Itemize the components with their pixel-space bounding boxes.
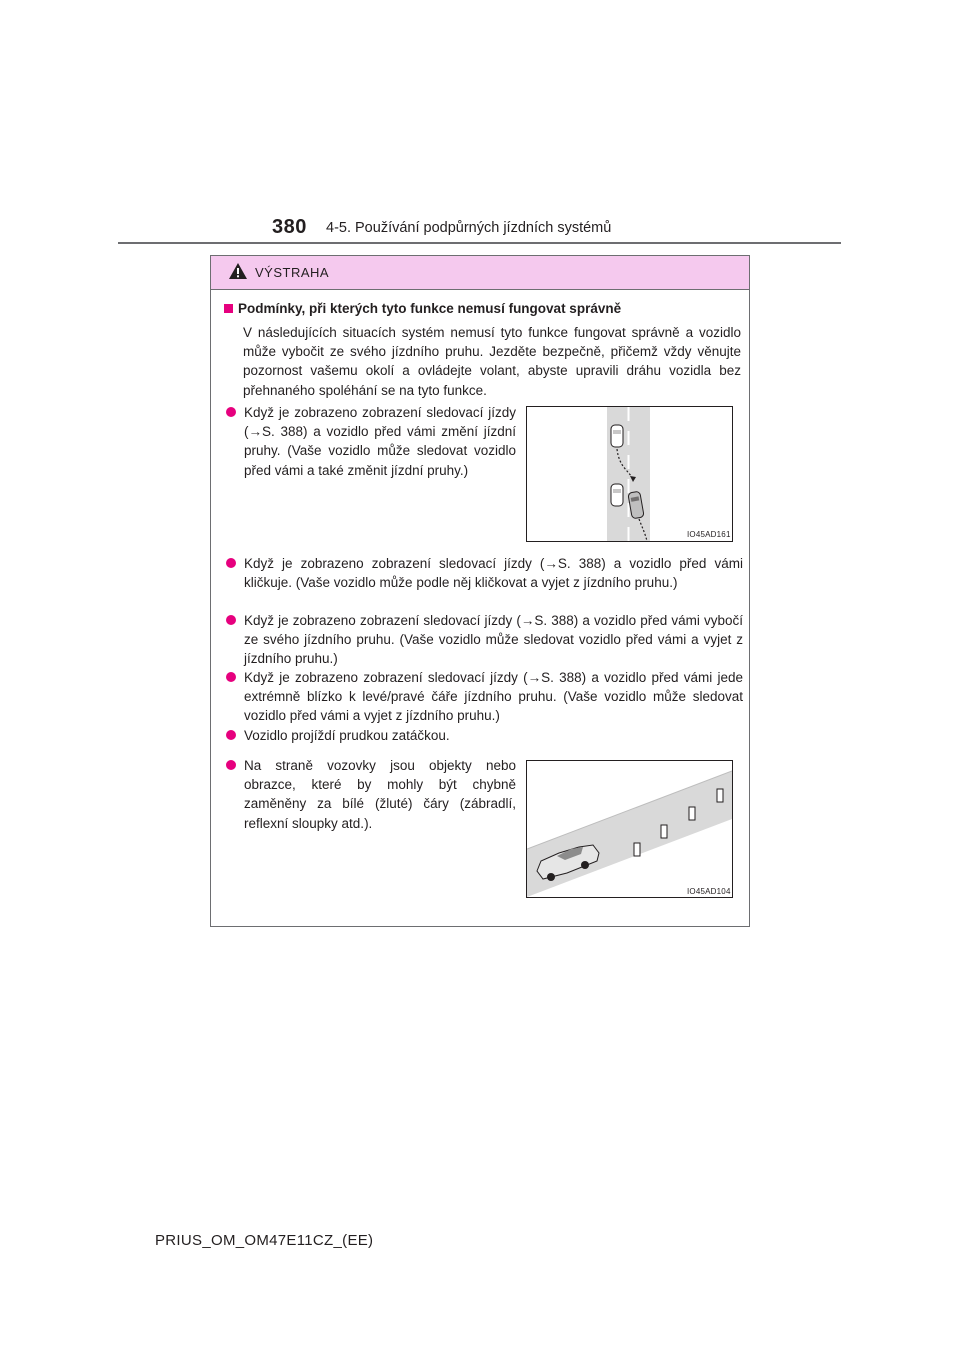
round-bullet-icon <box>226 558 236 568</box>
round-bullet-icon <box>226 615 236 625</box>
list-item <box>226 611 743 669</box>
section-title: 4-5. Používání podpůrných jízdních systémů <box>326 220 612 236</box>
list-item-text: Když je zobrazeno zobrazení sledovací jízdy (→S. 388) a vozidlo před vámi vybočí ze svého jízdního pruhu. (Vaše vozidlo může sledovat vozidlo před vámi a vyjet z jízdního pruhu.) <box>244 613 743 667</box>
list-item-text: Vozidlo projíždí prudkou zatáčkou. <box>244 728 450 743</box>
list-item-text: Když je zobrazeno zobrazení sledovací jízdy (→S. 388) a vozidlo před vámi změní jízdní pruhy. (Vaše vozidlo může sledovat vozidlo před vámi a také změnit jízdní pruhy.) <box>244 405 516 478</box>
list-item <box>226 554 743 592</box>
list-item-text: Na straně vozovky jsou objekty nebo obrazce, které by mohly být chybně zaměněny za bílé (žluté) čáry (zábradlí, reflexní sloupky atd.). <box>244 758 516 831</box>
header-rule <box>118 242 841 244</box>
round-bullet-icon <box>226 407 236 417</box>
list-item <box>226 668 743 726</box>
guardrail-illustration <box>526 760 733 898</box>
warning-box <box>210 255 750 927</box>
square-bullet-icon <box>224 304 233 313</box>
round-bullet-icon <box>226 760 236 770</box>
footer-doc-code: PRIUS_OM_OM47E11CZ_(EE) <box>155 1232 374 1249</box>
list-item-text: Když je zobrazeno zobrazení sledovací jízdy (→S. 388) a vozidlo před vámi jede extrémně blízko k levé/pravé čáře jízdního pruhu. (Vaše vozidlo může sledovat vozidlo před vámi a vyjet z jízdního pruhu.) <box>244 670 743 724</box>
page-number: 380 <box>272 216 307 238</box>
warning-header <box>211 256 749 290</box>
list-item <box>226 403 516 480</box>
lane-change-drawing <box>527 407 732 541</box>
subheading-text: Podmínky, při kterých tyto funkce nemusí fungovat správně <box>238 301 622 316</box>
figure-code: IO45AD161 <box>687 530 731 539</box>
intro-paragraph: V následujících situacích systém nemusí tyto funkce fungovat správně a vozidlo může vybočit ze svého jízdního pruhu. Jezděte bezpečně, přičemž vždy věnujte pozornost vašemu okolí a ovládejte volant, abyste upravili dráhu vozidla bez přehnaného spoléhání se na tyto funkce. <box>243 325 741 398</box>
lane-change-illustration <box>526 406 733 542</box>
warning-label: VÝSTRAHA <box>255 265 330 280</box>
list-item <box>226 756 516 833</box>
round-bullet-icon <box>226 730 236 740</box>
figure-code: IO45AD104 <box>687 887 731 896</box>
guardrail-drawing <box>527 761 732 897</box>
list-item <box>226 726 743 745</box>
list-item-text: Když je zobrazeno zobrazení sledovací jízdy (→S. 388) a vozidlo před vámi kličkuje. (Vaše vozidlo může podle něj kličkovat a vyjet z jízdního pruhu.) <box>244 556 743 591</box>
round-bullet-icon <box>226 672 236 682</box>
warning-triangle-icon <box>228 262 248 280</box>
subheading <box>224 301 621 316</box>
